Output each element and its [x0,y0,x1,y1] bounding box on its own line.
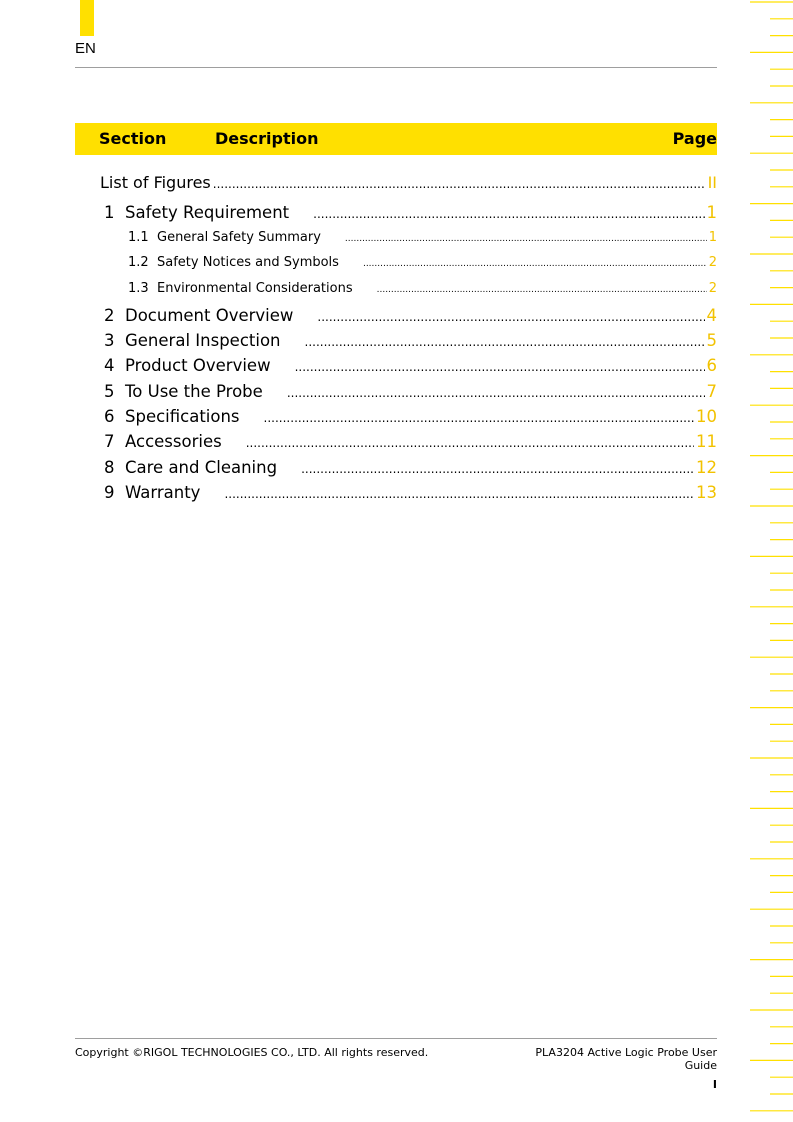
toc-header-bar [75,123,717,155]
toc-dot-leader [377,285,707,295]
toc-dot-leader [313,207,704,221]
toc-entry-page[interactable]: 13 [696,483,717,502]
toc-entry-number: 6 [104,407,115,426]
toc-entry-number: 3 [104,331,115,350]
toc-dot-leader [363,259,707,269]
toc-dot-leader [301,462,694,476]
toc-entry[interactable] [104,458,717,477]
toc-entry-number: 4 [104,356,115,375]
toc-entry-page[interactable]: 5 [706,331,717,350]
toc-dot-leader [224,487,694,501]
toc-entry-number: 1 [104,203,115,222]
toc-entry-title: Safety Notices and Symbols [157,255,339,270]
toc-entry[interactable] [104,203,717,222]
toc-entry-title: List of Figures [100,173,211,192]
toc-entry-page[interactable]: 2 [708,255,717,270]
toc-entry-page[interactable]: 1 [708,230,717,245]
top-yellow-tab [80,0,94,36]
toc-entry-page[interactable]: 12 [696,458,717,477]
toc-entry-title: Document Overview [125,306,294,325]
toc-dot-leader [305,335,705,349]
toc-entry-number: 1.2 [128,255,149,270]
toc-entry-title: Safety Requirement [125,203,290,222]
toc-dot-leader [264,411,694,425]
toc-entry[interactable] [104,306,717,325]
toc-entry-number: 8 [104,458,115,477]
toc-entry-number: 7 [104,432,115,451]
toc-entry-title: Product Overview [125,356,271,375]
toc-header-section: Section [99,129,167,148]
toc-entry[interactable] [128,281,717,296]
toc-entry-title: Care and Cleaning [125,458,278,477]
toc-entry-number: 2 [104,306,115,325]
toc-dot-leader [345,234,707,244]
toc-entry[interactable] [104,432,717,451]
toc-entry-page[interactable]: 4 [706,306,717,325]
footer-doc-title: PLA3204 Active Logic Probe User Guide [535,1046,717,1072]
toc-entry-title: Accessories [125,432,222,451]
footer-page-number: I [712,1078,717,1091]
toc-header-page: Page [672,129,717,148]
toc-dot-leader [246,436,694,450]
toc-entry-number: 9 [104,483,115,502]
toc-entry-title: Specifications [125,407,240,426]
header-divider [75,67,717,68]
toc-entry-title: Warranty [125,483,201,502]
toc-entry-page[interactable]: 7 [706,382,717,401]
toc-entry[interactable] [104,382,717,401]
toc-entry-title: General Inspection [125,331,281,350]
toc-dot-leader [213,177,706,191]
toc-entry-page[interactable]: 11 [696,432,717,451]
toc-entry[interactable] [100,173,717,192]
footer-copyright: Copyright ©RIGOL TECHNOLOGIES CO., LTD. All rights reserved. [75,1046,429,1059]
toc-entry[interactable] [128,230,717,245]
toc-entry-page[interactable]: 2 [708,281,717,296]
toc-entry-title: General Safety Summary [157,230,321,245]
toc-entry-title: Environmental Considerations [157,281,353,296]
toc-entry-page[interactable]: 10 [696,407,717,426]
toc-entry[interactable] [104,407,717,426]
toc-entry-number: 1.1 [128,230,149,245]
toc-entry-page[interactable]: II [707,173,717,192]
toc-header-description: Description [215,129,319,148]
toc-entry-number: 1.3 [128,281,149,296]
language-label: EN [75,40,96,57]
toc-dot-leader [287,386,705,400]
toc-dot-leader [295,360,705,374]
toc-entry-page[interactable]: 1 [706,203,717,222]
toc-entry-title: To Use the Probe [125,382,263,401]
toc-entry[interactable] [104,483,717,502]
toc-entry-page[interactable]: 6 [706,356,717,375]
toc-entry[interactable] [104,331,717,350]
footer-divider [75,1038,717,1039]
toc-entry[interactable] [104,356,717,375]
toc-dot-leader [317,310,704,324]
side-ruler-decoration [750,0,793,1122]
toc-entry[interactable] [128,255,717,270]
toc-entry-number: 5 [104,382,115,401]
